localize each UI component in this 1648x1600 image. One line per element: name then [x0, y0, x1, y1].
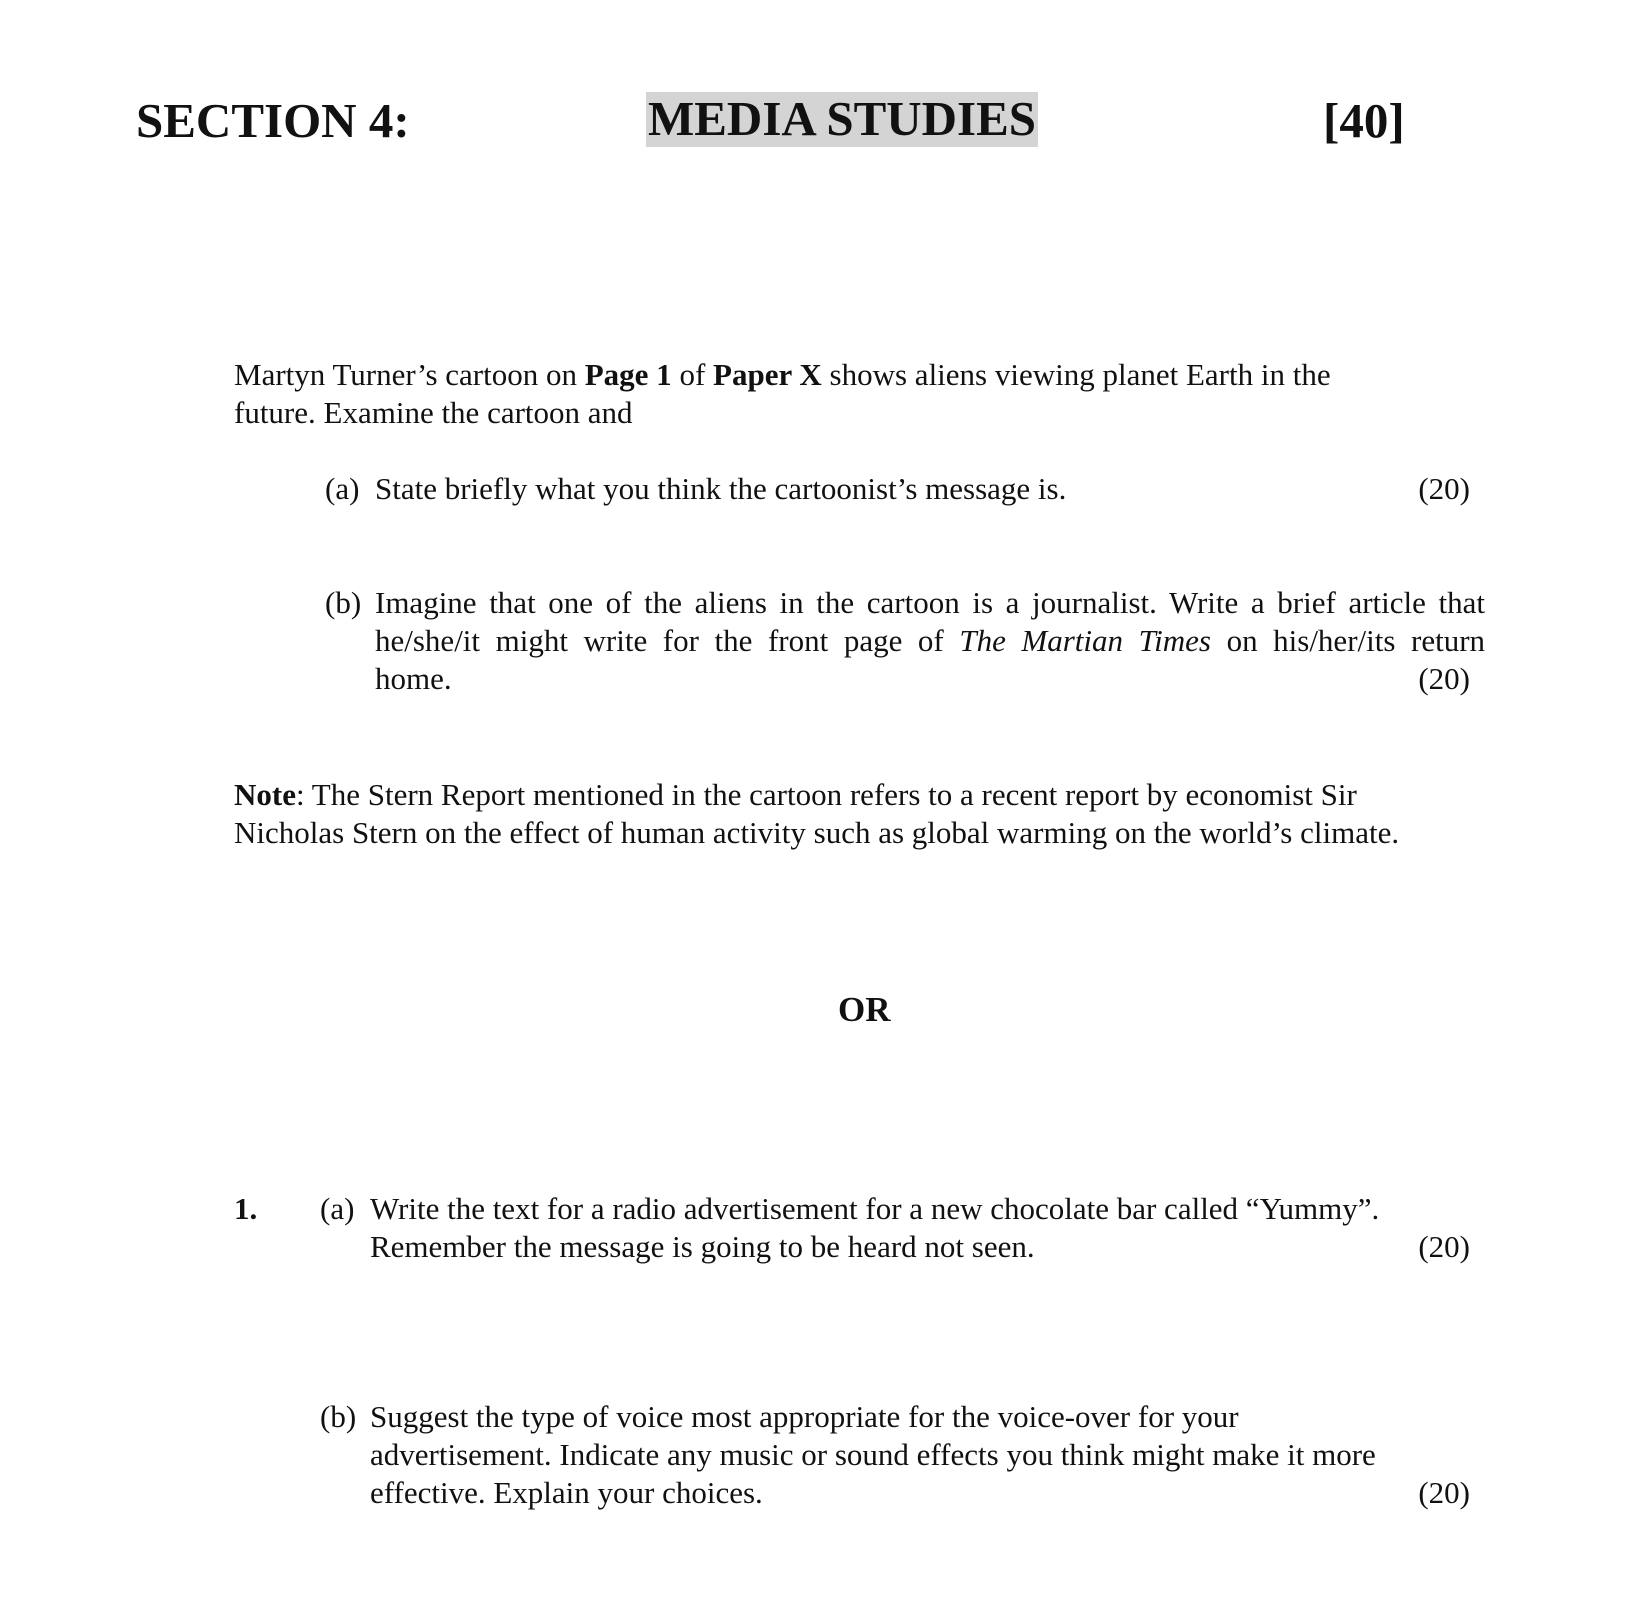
question-b-label: (b) [325, 585, 362, 620]
radio-question-a-line-1: Write the text for a radio advertisement for a new chocolate bar called “Yummy”. [370, 1191, 1380, 1226]
question-a-marks: (20) [1418, 471, 1470, 506]
note-line-1: Note: The Stern Report mentioned in the cartoon refers to a recent report by economist Sir [234, 777, 1357, 812]
cartoon-intro-line-2: future. Examine the cartoon and [234, 395, 633, 430]
radio-question-a-line-2: Remember the message is going to be heard not seen. [370, 1229, 1035, 1264]
radio-question-b-line-1: Suggest the type of voice most appropriate for the voice-over for your [370, 1399, 1239, 1434]
or-separator: OR [838, 990, 891, 1029]
question-b-marks: (20) [1418, 661, 1470, 696]
note-line-2: Nicholas Stern on the effect of human activity such as global warming on the world’s climate. [234, 815, 1400, 850]
section-total-marks: [40] [1323, 93, 1405, 148]
stern-report-note [234, 776, 1534, 852]
radio-question-b-marks: (20) [1418, 1475, 1470, 1510]
radio-question-b-label: (b) [320, 1399, 357, 1434]
question-b-line-3: home. [375, 661, 452, 696]
question-a-label: (a) [325, 471, 360, 506]
question-a-text: State briefly what you think the cartoonist’s message is. [375, 471, 1067, 506]
radio-question-a-label: (a) [320, 1191, 355, 1226]
cartoon-intro [234, 356, 1534, 432]
question-b-line-1: Imagine that one of the aliens in the cartoon is a journalist. Write a brief article that [375, 585, 1485, 620]
radio-question-b-line-3: effective. Explain your choices. [370, 1475, 763, 1510]
section-title: MEDIA STUDIES [648, 91, 1037, 146]
question-b-line-2: he/she/it might write for the front page of The Martian Times on his/her/its return [375, 623, 1486, 658]
cartoon-intro-line-1: Martyn Turner’s cartoon on Page 1 of Paper X shows aliens viewing planet Earth in the [234, 357, 1331, 392]
radio-question-a-marks: (20) [1418, 1229, 1470, 1264]
section-label: SECTION 4: [136, 93, 410, 148]
radio-question-b-line-2: advertisement. Indicate any music or sound effects you think might make it more [370, 1437, 1376, 1472]
question-number: 1. [234, 1191, 258, 1226]
